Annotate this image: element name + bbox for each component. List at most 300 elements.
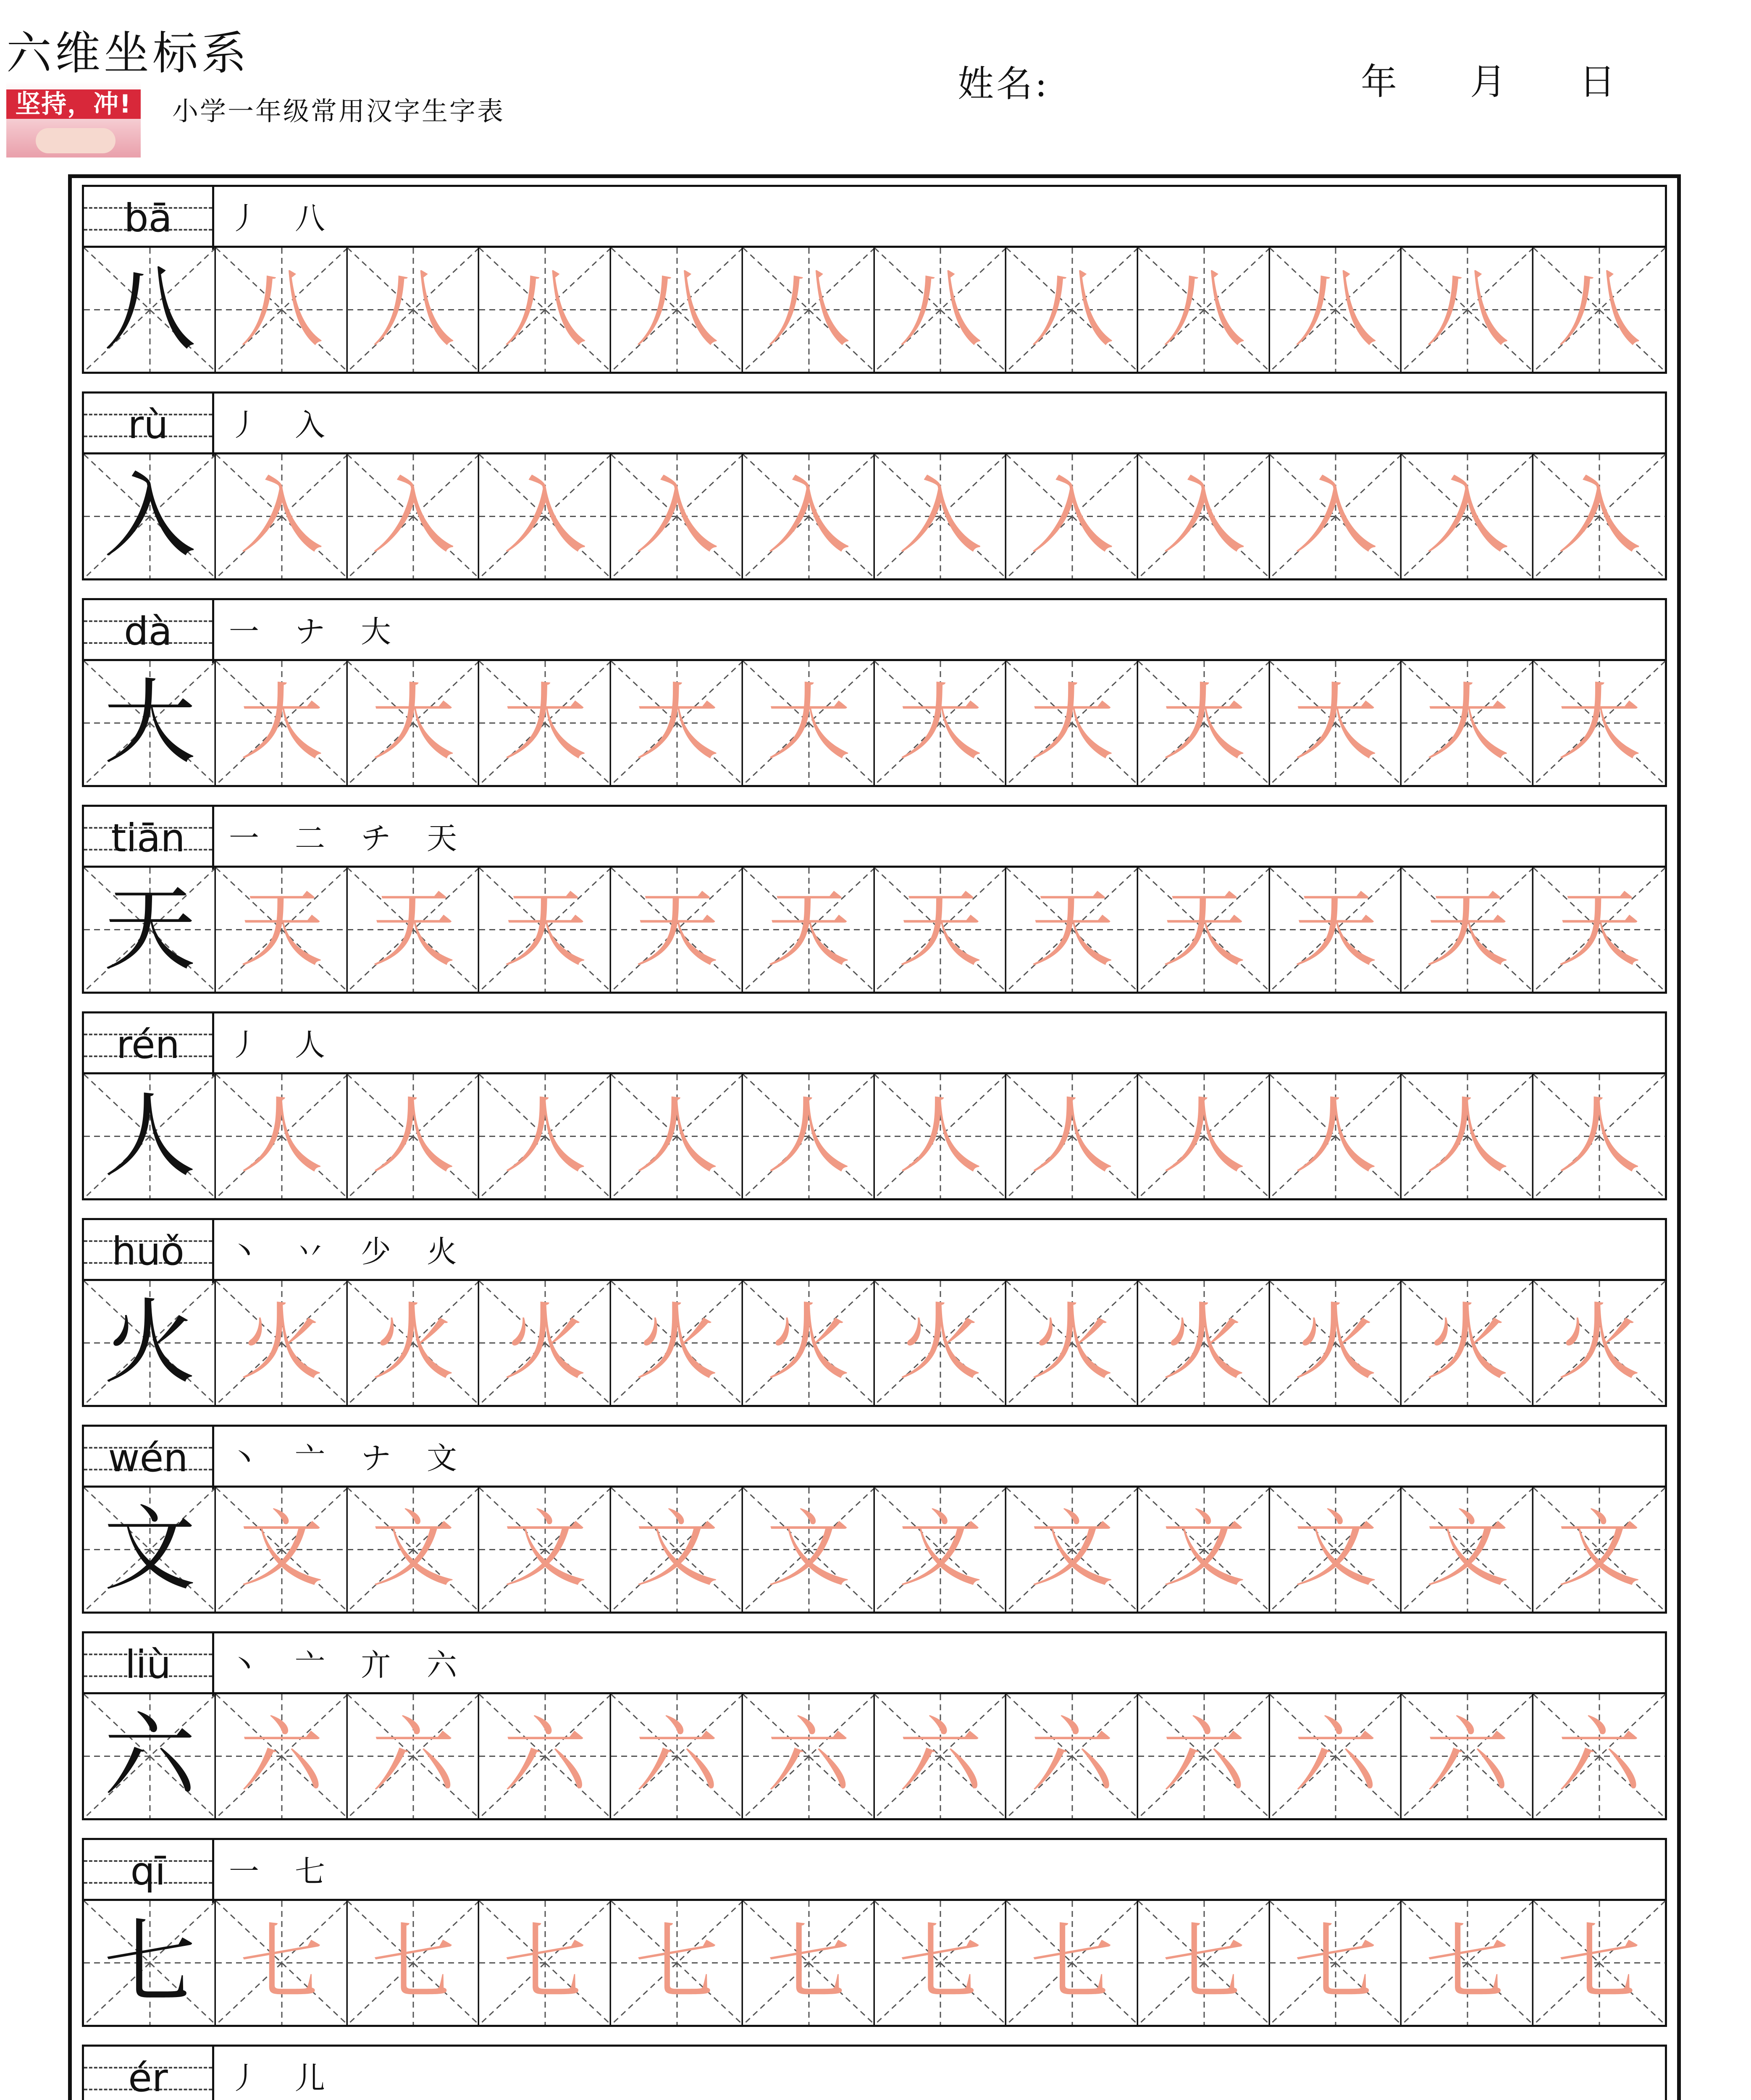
stroke-step: 一	[229, 614, 260, 649]
trace-character: 火	[1162, 1294, 1246, 1392]
model-character-cell	[84, 661, 215, 785]
tracing-cell[interactable]	[1006, 248, 1138, 372]
pinyin-box	[84, 807, 214, 870]
stroke-order	[229, 1633, 493, 1696]
model-character: 八	[103, 256, 196, 363]
tracing-cell[interactable]	[479, 868, 611, 992]
trace-character: 入	[1030, 467, 1114, 565]
trace-character: 七	[1557, 1914, 1641, 2012]
writing-grid	[82, 1281, 1667, 1407]
pinyin-stroke-band	[82, 185, 1667, 248]
trace-character: 八	[898, 261, 982, 359]
tracing-cell[interactable]	[216, 248, 347, 372]
tracing-cell[interactable]	[611, 248, 743, 372]
stroke-step: 二	[295, 821, 326, 856]
tracing-cell[interactable]	[1402, 1488, 1533, 1612]
tracing-cell[interactable]	[1402, 1901, 1533, 2025]
trace-character: 火	[898, 1294, 982, 1392]
tracing-cell[interactable]	[479, 1694, 611, 1818]
pinyin-stroke-band	[82, 1425, 1667, 1488]
stroke-step: 儿	[295, 2061, 326, 2096]
pinyin-stroke-band	[82, 1631, 1667, 1694]
trace-character: 火	[371, 1294, 455, 1392]
trace-character: 火	[1557, 1294, 1641, 1392]
trace-character: 大	[1425, 674, 1509, 772]
model-character-cell	[84, 248, 215, 372]
tracing-cell[interactable]	[743, 248, 874, 372]
tracing-cell[interactable]	[479, 454, 611, 578]
trace-character: 六	[1425, 1707, 1509, 1805]
trace-character: 天	[503, 881, 587, 979]
tracing-cell[interactable]	[1006, 1281, 1138, 1405]
trace-character: 火	[766, 1294, 851, 1392]
tracing-cell[interactable]	[347, 248, 479, 372]
tracing-cell[interactable]	[347, 1901, 479, 2025]
trace-character: 入	[766, 467, 851, 565]
stroke-step: 天	[427, 821, 457, 856]
trace-character: 天	[371, 881, 455, 979]
tracing-cell[interactable]	[1533, 1074, 1665, 1198]
trace-character: 七	[766, 1914, 851, 2012]
trace-character: 六	[1162, 1707, 1246, 1805]
tracing-cell[interactable]	[874, 1694, 1006, 1818]
stroke-step: 丿	[229, 407, 260, 443]
tracing-cell[interactable]	[1138, 1488, 1270, 1612]
pinyin-text: ér	[128, 2055, 168, 2100]
trace-character: 火	[635, 1294, 719, 1392]
tracing-cell[interactable]	[1402, 454, 1533, 578]
tracing-cell[interactable]	[347, 1694, 479, 1818]
tracing-cell[interactable]	[216, 1074, 347, 1198]
trace-character: 入	[635, 467, 719, 565]
tracing-cell[interactable]	[1533, 868, 1665, 992]
day-label: 日	[1579, 61, 1615, 103]
logo-hands-shape	[36, 128, 116, 153]
tracing-cell[interactable]	[1138, 868, 1270, 992]
pinyin-box	[84, 2047, 214, 2100]
logo-image	[6, 82, 141, 158]
trace-character: 八	[635, 261, 719, 359]
year-label: 年	[1361, 61, 1397, 103]
tracing-cell[interactable]	[1006, 1074, 1138, 1198]
tracing-cell[interactable]	[1006, 1901, 1138, 2025]
tracing-cell[interactable]	[1402, 248, 1533, 372]
trace-character: 八	[1293, 261, 1378, 359]
pinyin-text: bā	[124, 196, 172, 241]
model-character: 人	[103, 1082, 196, 1190]
model-character: 六	[103, 1702, 196, 1810]
stroke-step: チ	[361, 821, 391, 856]
trace-character: 人	[898, 1087, 982, 1185]
tracing-cell[interactable]	[611, 868, 743, 992]
tracing-cell[interactable]	[216, 454, 347, 578]
trace-character: 天	[635, 881, 719, 979]
trace-character: 大	[503, 674, 587, 772]
tracing-cell[interactable]	[1270, 868, 1401, 992]
pinyin-box	[84, 1840, 214, 1903]
pinyin-text: tiān	[111, 816, 185, 861]
pinyin-stroke-band	[82, 1011, 1667, 1074]
tracing-cell[interactable]	[743, 1488, 874, 1612]
tracing-cell[interactable]	[216, 1901, 347, 2025]
trace-character: 入	[371, 467, 455, 565]
tracing-cell[interactable]	[1533, 1488, 1665, 1612]
trace-character: 人	[239, 1087, 324, 1185]
trace-character: 人	[1293, 1087, 1378, 1185]
trace-character: 人	[1557, 1087, 1641, 1185]
stroke-step: 入	[295, 407, 326, 443]
tracing-cell[interactable]	[1006, 661, 1138, 785]
tracing-cell[interactable]	[874, 1488, 1006, 1612]
tracing-cell[interactable]	[743, 1901, 874, 2025]
tracing-cell[interactable]	[611, 1694, 743, 1818]
trace-character: 天	[1425, 881, 1509, 979]
tracing-cell[interactable]	[479, 661, 611, 785]
trace-character: 六	[1030, 1707, 1114, 1805]
tracing-cell[interactable]	[1533, 1901, 1665, 2025]
tracing-cell[interactable]	[1138, 661, 1270, 785]
trace-character: 八	[1425, 261, 1509, 359]
tracing-cell[interactable]	[1138, 1694, 1270, 1818]
pinyin-box	[84, 1013, 214, 1076]
tracing-cell[interactable]	[1533, 454, 1665, 578]
worksheet-subtitle: 小学一年级常用汉字生字表	[172, 96, 505, 126]
trace-character: 文	[239, 1501, 324, 1599]
tracing-cell[interactable]	[216, 661, 347, 785]
trace-character: 文	[1557, 1501, 1641, 1599]
tracing-cell[interactable]	[1006, 1694, 1138, 1818]
trace-character: 大	[898, 674, 982, 772]
writing-grid	[82, 661, 1667, 787]
trace-character: 火	[503, 1294, 587, 1392]
trace-character: 八	[239, 261, 324, 359]
pinyin-stroke-band	[82, 598, 1667, 661]
trace-character: 六	[766, 1707, 851, 1805]
stroke-order	[229, 600, 427, 663]
tracing-cell[interactable]	[874, 1074, 1006, 1198]
stroke-step: 一	[229, 821, 260, 856]
trace-character: 入	[503, 467, 587, 565]
model-character-cell	[84, 1074, 215, 1198]
tracing-cell[interactable]	[1533, 661, 1665, 785]
tracing-cell[interactable]	[216, 1281, 347, 1405]
name-label: 姓名:	[958, 63, 1050, 105]
trace-character: 七	[239, 1914, 324, 2012]
trace-character: 八	[1557, 261, 1641, 359]
stroke-step: ナ	[361, 1441, 391, 1476]
trace-character: 人	[503, 1087, 587, 1185]
trace-character: 七	[635, 1914, 719, 2012]
stroke-step: 丶	[229, 1234, 260, 1269]
pinyin-text: qī	[130, 1849, 166, 1894]
model-character-cell	[84, 1694, 215, 1818]
tracing-cell[interactable]	[1533, 1694, 1665, 1818]
tracing-cell[interactable]	[347, 661, 479, 785]
tracing-cell[interactable]	[1006, 454, 1138, 578]
tracing-cell[interactable]	[216, 1488, 347, 1612]
tracing-cell[interactable]	[1270, 661, 1401, 785]
trace-character: 天	[898, 881, 982, 979]
tracing-cell[interactable]	[1402, 1074, 1533, 1198]
tracing-cell[interactable]	[479, 1281, 611, 1405]
trace-character: 文	[1425, 1501, 1509, 1599]
tracing-cell[interactable]	[479, 1074, 611, 1198]
tracing-cell[interactable]	[479, 1901, 611, 2025]
pinyin-stroke-band	[82, 805, 1667, 868]
tracing-cell[interactable]	[1270, 1901, 1401, 2025]
model-character-cell	[84, 1281, 215, 1405]
tracing-cell[interactable]	[1270, 1488, 1401, 1612]
stroke-step: 亣	[361, 1647, 391, 1683]
tracing-cell[interactable]	[347, 1281, 479, 1405]
stroke-order	[229, 1220, 493, 1283]
tracing-cell[interactable]	[1138, 454, 1270, 578]
tracing-cell[interactable]	[1138, 1074, 1270, 1198]
tracing-cell[interactable]	[743, 1074, 874, 1198]
trace-character: 入	[898, 467, 982, 565]
trace-character: 人	[1030, 1087, 1114, 1185]
pinyin-box	[84, 394, 214, 457]
trace-character: 七	[898, 1914, 982, 2012]
stroke-order	[229, 2047, 361, 2100]
stroke-step: 亠	[295, 1647, 326, 1683]
pinyin-text: rù	[128, 402, 168, 447]
writing-grid	[82, 454, 1667, 580]
tracing-cell[interactable]	[1138, 1281, 1270, 1405]
tracing-cell[interactable]	[1270, 1281, 1401, 1405]
model-character-cell	[84, 1488, 215, 1612]
pinyin-stroke-band	[82, 2045, 1667, 2100]
tracing-cell[interactable]	[874, 1281, 1006, 1405]
pinyin-text: liù	[125, 1642, 171, 1687]
stroke-step: 丷	[295, 1234, 326, 1269]
tracing-cell[interactable]	[347, 1074, 479, 1198]
tracing-cell[interactable]	[479, 248, 611, 372]
tracing-cell[interactable]	[1402, 1281, 1533, 1405]
tracing-cell[interactable]	[1270, 1694, 1401, 1818]
tracing-cell[interactable]	[347, 454, 479, 578]
tracing-cell[interactable]	[874, 454, 1006, 578]
stroke-order	[229, 394, 361, 457]
tracing-cell[interactable]	[479, 1488, 611, 1612]
trace-character: 入	[1557, 467, 1641, 565]
tracing-cell[interactable]	[874, 1901, 1006, 2025]
pinyin-box	[84, 187, 214, 250]
stroke-order	[229, 1840, 361, 1903]
tracing-cell[interactable]	[611, 1488, 743, 1612]
trace-character: 七	[503, 1914, 587, 2012]
stroke-order	[229, 1013, 361, 1076]
trace-character: 人	[766, 1087, 851, 1185]
pinyin-box	[84, 1633, 214, 1696]
stroke-step: 丿	[229, 2061, 260, 2096]
tracing-cell[interactable]	[611, 1281, 743, 1405]
writing-grid	[82, 1901, 1667, 2027]
trace-character: 大	[1030, 674, 1114, 772]
tracing-cell[interactable]	[347, 868, 479, 992]
pinyin-text: dà	[124, 609, 172, 654]
stroke-step: 六	[427, 1647, 457, 1683]
pinyin-text: huǒ	[112, 1229, 184, 1274]
tracing-cell[interactable]	[1402, 661, 1533, 785]
writing-grid	[82, 1694, 1667, 1820]
tracing-cell[interactable]	[1006, 1488, 1138, 1612]
model-character: 七	[103, 1909, 196, 2016]
tracing-cell[interactable]	[611, 454, 743, 578]
trace-character: 大	[766, 674, 851, 772]
trace-character: 入	[1293, 467, 1378, 565]
trace-character: 天	[1557, 881, 1641, 979]
trace-character: 文	[1030, 1501, 1114, 1599]
trace-character: 七	[1293, 1914, 1378, 2012]
tracing-cell[interactable]	[1533, 1281, 1665, 1405]
trace-character: 入	[239, 467, 324, 565]
tracing-cell[interactable]	[611, 661, 743, 785]
trace-character: 八	[1162, 261, 1246, 359]
trace-character: 六	[239, 1707, 324, 1805]
model-character-cell	[84, 868, 215, 992]
trace-character: 人	[1425, 1087, 1509, 1185]
pinyin-stroke-band	[82, 1218, 1667, 1281]
stroke-step: ナ	[295, 614, 326, 649]
trace-character: 文	[1162, 1501, 1246, 1599]
stroke-step: 七	[295, 1854, 326, 1889]
trace-character: 七	[371, 1914, 455, 2012]
stroke-step: 丶	[229, 1647, 260, 1683]
tracing-cell[interactable]	[743, 661, 874, 785]
trace-character: 七	[1425, 1914, 1509, 2012]
trace-character: 火	[1030, 1294, 1114, 1392]
trace-character: 人	[635, 1087, 719, 1185]
trace-character: 天	[239, 881, 324, 979]
trace-character: 大	[1557, 674, 1641, 772]
stroke-step: 亠	[295, 1441, 326, 1476]
model-character-cell	[84, 1901, 215, 2025]
trace-character: 入	[1425, 467, 1509, 565]
trace-character: 人	[371, 1087, 455, 1185]
tracing-cell[interactable]	[743, 868, 874, 992]
trace-character: 火	[1293, 1294, 1378, 1392]
stroke-step: 丶	[229, 1441, 260, 1476]
month-label: 月	[1470, 61, 1506, 103]
trace-character: 大	[371, 674, 455, 772]
writing-grid	[82, 1488, 1667, 1614]
pinyin-box	[84, 600, 214, 663]
trace-character: 六	[503, 1707, 587, 1805]
stroke-order	[229, 1427, 493, 1490]
pinyin-text: rén	[116, 1022, 180, 1067]
trace-character: 大	[1293, 674, 1378, 772]
trace-character: 文	[766, 1501, 851, 1599]
stroke-step: 人	[295, 1027, 326, 1063]
tracing-cell[interactable]	[874, 868, 1006, 992]
trace-character: 天	[766, 881, 851, 979]
tracing-cell[interactable]	[874, 248, 1006, 372]
trace-character: 六	[371, 1707, 455, 1805]
tracing-cell[interactable]	[1270, 248, 1401, 372]
tracing-cell[interactable]	[611, 1901, 743, 2025]
tracing-cell[interactable]	[743, 1694, 874, 1818]
tracing-cell[interactable]	[874, 661, 1006, 785]
trace-character: 入	[1162, 467, 1246, 565]
trace-character: 六	[635, 1707, 719, 1805]
trace-character: 八	[1030, 261, 1114, 359]
brand-title: 六维坐标系	[6, 27, 250, 80]
trace-character: 七	[1030, 1914, 1114, 2012]
tracing-cell[interactable]	[216, 1694, 347, 1818]
stroke-step: 一	[229, 1854, 260, 1889]
tracing-cell[interactable]	[611, 1074, 743, 1198]
trace-character: 八	[371, 261, 455, 359]
stroke-step: 文	[427, 1441, 457, 1476]
model-character: 火	[103, 1289, 196, 1396]
model-character: 文	[103, 1496, 196, 1603]
trace-character: 七	[1162, 1914, 1246, 2012]
tracing-cell[interactable]	[743, 1281, 874, 1405]
trace-character: 天	[1293, 881, 1378, 979]
stroke-order	[229, 807, 493, 870]
trace-character: 八	[503, 261, 587, 359]
tracing-cell[interactable]	[1402, 868, 1533, 992]
model-character: 入	[103, 462, 196, 570]
model-character: 大	[103, 669, 196, 777]
trace-character: 天	[1162, 881, 1246, 979]
trace-character: 火	[239, 1294, 324, 1392]
tracing-cell[interactable]	[1138, 1901, 1270, 2025]
stroke-step: 八	[295, 201, 326, 236]
pinyin-box	[84, 1220, 214, 1283]
tracing-cell[interactable]	[1270, 454, 1401, 578]
trace-character: 文	[898, 1501, 982, 1599]
writing-grid	[82, 248, 1667, 374]
pinyin-stroke-band	[82, 391, 1667, 454]
stroke-order	[229, 187, 361, 250]
trace-character: 文	[371, 1501, 455, 1599]
trace-character: 人	[1162, 1087, 1246, 1185]
stroke-step: 大	[361, 614, 391, 649]
tracing-cell[interactable]	[1006, 868, 1138, 992]
model-character-cell	[84, 454, 215, 578]
writing-grid	[82, 868, 1667, 994]
tracing-cell[interactable]	[1402, 1694, 1533, 1818]
stroke-step: 丿	[229, 201, 260, 236]
trace-character: 文	[1293, 1501, 1378, 1599]
trace-character: 文	[635, 1501, 719, 1599]
tracing-cell[interactable]	[216, 868, 347, 992]
pinyin-box	[84, 1427, 214, 1490]
pinyin-text: wén	[108, 1436, 188, 1480]
stroke-step: 少	[361, 1234, 391, 1269]
trace-character: 大	[1162, 674, 1246, 772]
stroke-step: 火	[427, 1234, 457, 1269]
tracing-cell[interactable]	[1270, 1074, 1401, 1198]
tracing-cell[interactable]	[1138, 248, 1270, 372]
stroke-step: 丿	[229, 1027, 260, 1063]
trace-character: 大	[635, 674, 719, 772]
trace-character: 六	[1557, 1707, 1641, 1805]
trace-character: 六	[898, 1707, 982, 1805]
tracing-cell[interactable]	[1533, 248, 1665, 372]
trace-character: 火	[1425, 1294, 1509, 1392]
model-character: 天	[103, 876, 196, 983]
tracing-cell[interactable]	[347, 1488, 479, 1612]
pinyin-stroke-band	[82, 1838, 1667, 1901]
writing-grid	[82, 1074, 1667, 1200]
trace-character: 六	[1293, 1707, 1378, 1805]
trace-character: 大	[239, 674, 324, 772]
trace-character: 天	[1030, 881, 1114, 979]
tracing-cell[interactable]	[743, 454, 874, 578]
